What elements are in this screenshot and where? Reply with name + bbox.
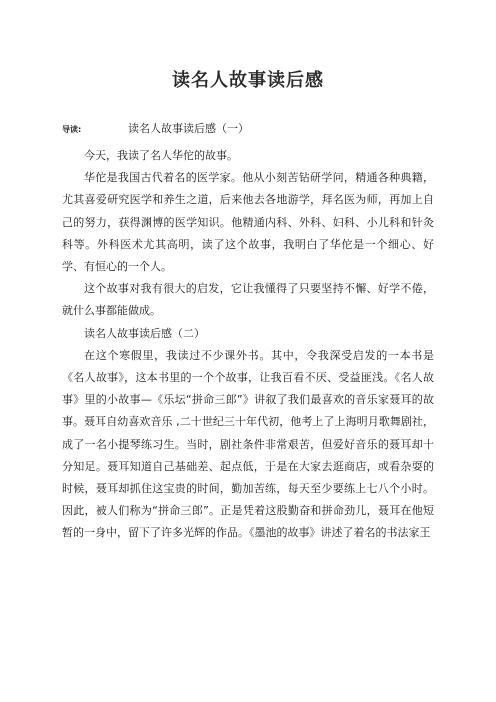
- lead-text: 读名人故事读后感（一）: [128, 122, 249, 135]
- paragraph: 华佗是我国古代着名的医学家。他从小刻苦钻研学问，精通各种典籍，尤其喜爱研究医学和养生之道，后来他去各地游学，拜名医为师，再加上自己的努力，获得渊博的医学知识。他精通内科、外科、妇科、小儿科和针灸科等。外科医术尤其高明，读了这个故事，我明白了华佗是一个细心、好学、有恒心的一个人。: [62, 171, 434, 274]
- section-heading: 读名人故事读后感（二）: [84, 326, 205, 340]
- paragraph: 这个故事对我有很大的启发，它让我懂得了只要坚持不懈、好学不倦，就什么事都能做成。: [62, 282, 434, 318]
- paragraph: 今天，我读了名人华佗的故事。: [84, 149, 238, 162]
- lead-label: 导读:: [62, 125, 82, 134]
- lead-line: [62, 121, 442, 137]
- article-body: [62, 145, 434, 545]
- paragraph: 在这个寒假里，我读过不少课外书。其中，令我深受启发的一本书是《名人故事》，这本书里的一个个故事，让我百看不厌、受益匪浅。《名人故事》里的小故事—《乐坛“拼命三郎”》讲叙了我们最喜欢的音乐家聂耳的故事。聂耳自幼喜欢音乐 ,二十世纪三十年代初，他考上了上海明月歌舞剧社，成了一名小提琴练习生。当时，剧社条件非常艰苦，但爱好音乐的聂耳却十分知足。聂耳知道自己基础差、起点低，于是在大家去逛商店，或看杂耍的时候，聂耳却抓住这宝贵的时间，勤加苦练，每天至少要练上七八个小时。因此，被人们称为“拼命三郎”。正是凭着这股勤奋和拼命劲儿，聂耳在他短暂的一身中，留下了许多光辉的作品。《墨池的故事》讲述了着名的书法家王: [62, 348, 434, 540]
- document-title: 读名人故事读后感: [172, 70, 324, 91]
